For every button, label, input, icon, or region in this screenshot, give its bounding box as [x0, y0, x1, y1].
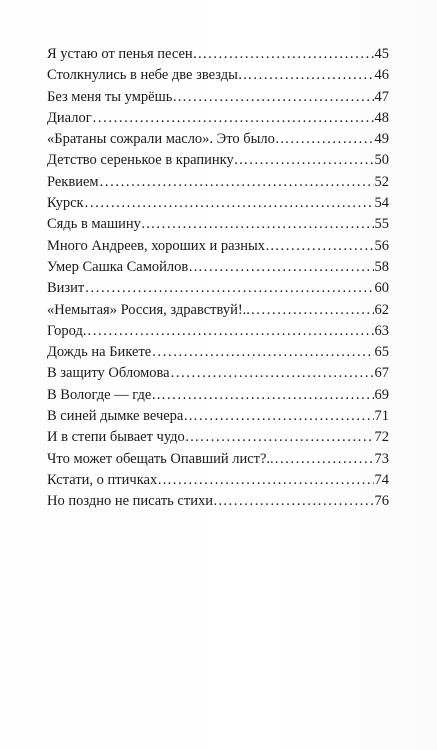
toc-entry-title: Дождь на Бикете	[47, 344, 152, 361]
toc-entry-page: 60	[374, 280, 389, 297]
toc-entry-page: 49	[374, 131, 389, 148]
toc-entry-title: Столкнулись в небе две звезды…	[47, 67, 253, 84]
toc-dot-leader	[200, 427, 373, 448]
toc-entry-page: 73	[374, 450, 389, 467]
toc-entry-title: «Братаны сожрали масло». Это было…	[47, 131, 290, 148]
toc-entry-page: 50	[374, 152, 389, 169]
toc-entry	[47, 108, 389, 129]
toc-entry	[47, 342, 389, 363]
toc-dot-leader	[249, 150, 373, 171]
toc-entry-title: В синей дымке вечера…	[47, 408, 198, 425]
toc-dot-leader	[173, 470, 374, 491]
toc-entry-page: 56	[374, 237, 389, 254]
toc-entry-page: 72	[374, 429, 389, 446]
toc-entry	[47, 214, 389, 235]
toc-dot-leader	[199, 406, 374, 427]
toc-entry-title: Реквием	[47, 173, 99, 190]
toc-entry-title: Курск	[47, 195, 84, 212]
toc-entry	[47, 129, 389, 150]
toc-dot-leader	[188, 87, 374, 108]
toc-entry-page: 74	[374, 471, 389, 488]
toc-entry-page: 54	[374, 195, 389, 212]
toc-entry	[47, 321, 389, 342]
toc-entry	[47, 65, 389, 86]
toc-entry-title: Что может обещать Опавший лист?..	[47, 450, 274, 467]
toc-dot-leader	[152, 342, 373, 363]
toc-entry-page: 69	[374, 386, 389, 403]
toc-entry	[47, 236, 389, 257]
toc-entry	[47, 193, 389, 214]
toc-entry-title: Визит	[47, 280, 85, 297]
toc-dot-leader	[275, 449, 374, 470]
toc-entry-title: Кстати, о птичках…	[47, 471, 172, 488]
toc-dot-leader	[281, 236, 374, 257]
toc-dot-leader	[204, 257, 374, 278]
toc-entry-page: 45	[374, 46, 389, 62]
toc-entry	[47, 449, 389, 470]
toc-entry	[47, 257, 389, 278]
toc-dot-leader	[167, 385, 374, 406]
toc-entry-page: 62	[374, 301, 389, 318]
toc-entry-title: В защиту Обломова	[47, 365, 170, 382]
toc-dot-leader	[85, 193, 374, 214]
toc-entry-page: 52	[374, 173, 389, 190]
toc-entry-page: 55	[374, 216, 389, 233]
toc-entry	[47, 300, 389, 321]
table-of-contents	[47, 44, 389, 513]
toc-dot-leader	[93, 108, 374, 129]
toc-entry-title: Умер Сашка Самойлов…	[47, 258, 203, 275]
toc-entry	[47, 44, 389, 65]
toc-dot-leader	[85, 278, 373, 299]
toc-dot-leader	[228, 491, 373, 512]
toc-entry-page: 76	[374, 493, 389, 510]
toc-entry-title: Город.	[47, 322, 87, 339]
toc-entry-title: И в степи бывает чудо…	[47, 429, 200, 446]
toc-entry	[47, 491, 389, 512]
toc-entry	[47, 470, 389, 491]
toc-dot-leader	[251, 300, 374, 321]
toc-dot-leader	[100, 172, 374, 193]
toc-entry-title: «Немытая» Россия, здравствуй!..	[47, 301, 250, 318]
toc-entry-title: Детство серенькое в крапинку…	[47, 152, 249, 169]
toc-entry	[47, 385, 389, 406]
toc-dot-leader	[290, 129, 373, 150]
toc-entry	[47, 278, 389, 299]
toc-entry	[47, 406, 389, 427]
toc-entry	[47, 150, 389, 171]
toc-dot-leader	[87, 321, 373, 342]
toc-dot-leader	[253, 65, 373, 86]
toc-dot-leader	[156, 214, 373, 235]
toc-entry-page: 48	[374, 109, 389, 126]
toc-entry-page: 46	[374, 67, 389, 84]
toc-entry-title: Сядь в машину…	[47, 216, 156, 233]
toc-dot-leader	[171, 363, 374, 384]
toc-entry-title: Без меня ты умрёшь…	[47, 88, 187, 105]
toc-entry-title: Но поздно не писать стихи…	[47, 493, 228, 510]
toc-entry	[47, 172, 389, 193]
toc-entry-title: В Вологде — где…	[47, 386, 166, 403]
toc-entry-title: Много Андреев, хороших и разных…	[47, 237, 280, 254]
toc-entry	[47, 87, 389, 108]
toc-entry	[47, 363, 389, 384]
toc-entry-page: 71	[374, 408, 389, 425]
toc-entry	[47, 427, 389, 448]
toc-dot-leader	[208, 44, 373, 65]
toc-entry-page: 63	[374, 322, 389, 339]
toc-entry-page: 58	[374, 258, 389, 275]
toc-entry-title: Диалог	[47, 109, 92, 126]
toc-entry-title: Я устаю от пенья песен…	[47, 46, 208, 62]
toc-entry-page: 47	[374, 88, 389, 105]
toc-entry-page: 67	[374, 365, 389, 382]
toc-entry-page: 65	[374, 344, 389, 361]
